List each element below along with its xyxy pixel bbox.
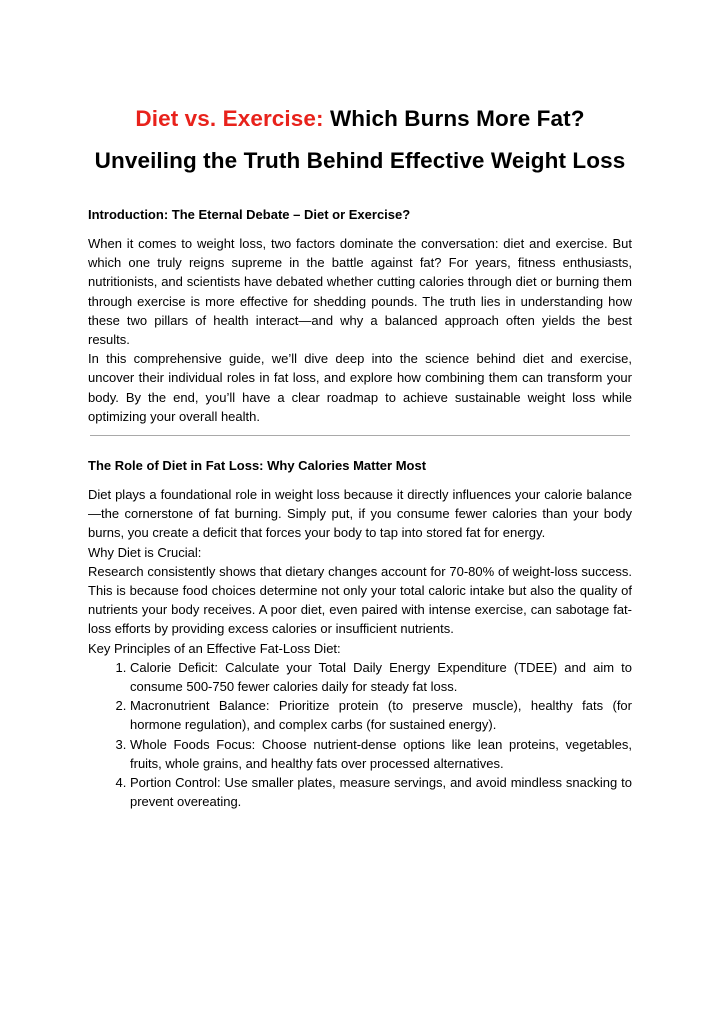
page-title <box>88 98 632 182</box>
key-principles-label: Key Principles of an Effective Fat-Loss Diet: <box>88 640 341 656</box>
list-item: 2. Macronutrient Balance: Prioritize protein (to preserve muscle), healthy fats (for hormone regulation), and complex carbs (for sustained energy). <box>130 696 632 734</box>
list-item: 3. Whole Foods Focus: Choose nutrient-dense options like lean proteins, vegetables, fruits, whole grains, and healthy fats over processed alternatives. <box>130 735 632 773</box>
intro-paragraph: When it comes to weight loss, two factors dominate the conversation: diet and exercise. But which one truly reigns supreme in the battle against fat? For years, fitness enthusiasts, nutritionists, and scientists have debated whether cutting calories through diet or burning them through exercise is more effective for shedding pounds. The truth lies in understanding how these two pillars of health interact—and why a balanced approach often yields the best results. <box>88 236 632 348</box>
intro-paragraph: In this comprehensive guide, we’ll dive deep into the science behind diet and exercise, uncover their individual roles in fat loss, and explore how combining them can transform your body. By the end, you’ll have a clear roadmap to achieve sustainable weight loss while optimizing your overall health. <box>88 351 632 424</box>
title-rest: Which Burns More Fat? Unveiling the Truth Behind Effective Weight Loss <box>94 106 626 173</box>
principles-list <box>88 658 632 812</box>
list-item: 4. Portion Control: Use smaller plates, measure servings, and avoid mindless snacking to prevent overeating. <box>130 773 632 811</box>
why-diet-label: Why Diet is Crucial: <box>88 544 202 560</box>
list-item: 1. Calorie Deficit: Calculate your Total Daily Energy Expenditure (TDEE) and aim to consume 500-750 fewer calories daily for steady fat loss. <box>130 658 632 696</box>
diet-paragraph: Research consistently shows that dietary changes account for 70-80% of weight-loss success. This is because food choices determine not only your total caloric intake but also the quality of nutrients your body receives. A poor diet, even paired with intense exercise, can sabotage fat-loss efforts by providing excess calories or insufficient nutrients. <box>88 563 632 637</box>
intro-heading: Introduction: The Eternal Debate – Diet or Exercise? <box>88 207 411 222</box>
diet-paragraph: Diet plays a foundational role in weight loss because it directly influences your calorie balance—the cornerstone of fat burning. Simply put, if you consume fewer calories than your body burns, you create a deficit that forces your body to tap into stored fat for energy. <box>88 487 632 541</box>
document-page <box>88 98 632 811</box>
title-highlight: Diet vs. Exercise: <box>135 106 324 131</box>
diet-section-heading: The Role of Diet in Fat Loss: Why Calories Matter Most <box>88 458 427 474</box>
section-divider <box>90 435 630 436</box>
